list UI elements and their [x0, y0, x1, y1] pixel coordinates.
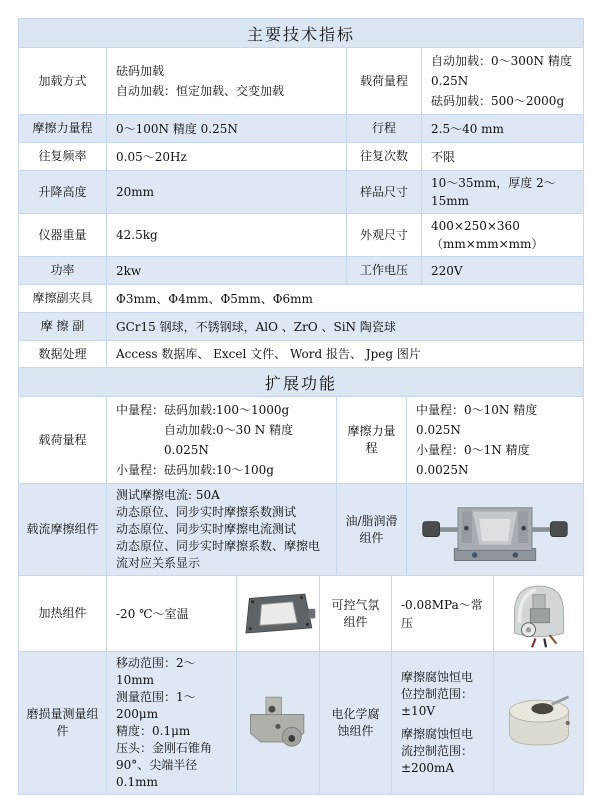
technical-spec-table — [18, 18, 584, 795]
spec-value: 220V — [421, 257, 583, 284]
spec-label: 仪器重量 — [38, 227, 87, 242]
value-line: 自动加载:0～30 N 精度 0.025N — [164, 423, 294, 457]
spec-label: 升降高度 — [38, 184, 87, 199]
value-line: 砝码加载 — [116, 64, 165, 78]
section1-title: 主要技术指标 — [246, 24, 355, 44]
ext-row-heating — [19, 575, 583, 651]
spec-label: 行程 — [346, 115, 421, 142]
spec-value: 0～100N 精度 0.25N — [106, 115, 346, 142]
spec-value: 2.5～40 mm — [421, 115, 583, 142]
spec-label: 样品尺寸 — [346, 171, 421, 213]
spec-row-weight — [19, 213, 583, 256]
value-line: 精度：0.1μm — [116, 724, 191, 738]
spec-label: 功率 — [50, 263, 75, 277]
spec-label: 载荷量程 — [38, 432, 87, 447]
value-line: 小量程：砝码加载:10～100g — [116, 463, 274, 477]
spec-value: 42.5kg — [106, 214, 346, 256]
value-line: 压头：金刚石锥角 90°、尖端半径 0.1mm — [116, 741, 213, 789]
spec-value — [106, 484, 336, 575]
spec-row-loading-mode — [19, 47, 583, 114]
spec-value: 10～35mm，厚度 2～15mm — [421, 171, 583, 213]
ext-row-load-range — [19, 396, 583, 483]
value-line: 中量程：0～10N 精度 0.025N — [416, 403, 538, 437]
section1-header-row — [19, 19, 583, 47]
section2-header-row — [19, 367, 583, 396]
spec-label: 电化学腐蚀组件 — [319, 652, 391, 794]
spec-value: 400×250×360（mm×mm×mm） — [421, 214, 583, 256]
spec-label: 外观尺寸 — [346, 214, 421, 256]
oil-grease-vise-photo — [406, 484, 583, 575]
spec-label: 摩擦力量程 — [32, 121, 93, 135]
spec-row-friction-pair — [19, 312, 583, 340]
value-line: 测量范围：1～200μm — [116, 690, 196, 721]
spec-value: -20 ℃～室温 — [106, 576, 236, 651]
spec-row-lift-height — [19, 170, 583, 213]
spec-label: 摩 擦 副 — [40, 319, 85, 333]
value-line: 自动加载：恒定加载、交变加载 — [116, 84, 285, 98]
spec-label: 往复频率 — [38, 149, 87, 163]
wear-measurement-probe-photo — [236, 652, 319, 794]
value-line: 中量程：砝码加载:100～1000g — [116, 403, 290, 417]
spec-label: 可控气氛组件 — [319, 576, 391, 651]
spec-label: 磨损量测量组件 — [26, 707, 99, 738]
dome-illustration — [503, 579, 575, 649]
spec-value — [421, 48, 583, 114]
value-line: 小量程：0～1N 精度 0.0025N — [416, 443, 530, 477]
spec-value — [106, 48, 346, 114]
cell-illustration — [501, 692, 577, 754]
spec-row-friction-range — [19, 114, 583, 142]
spec-value: 不限 — [421, 143, 583, 170]
spec-label: 摩擦力量程 — [336, 397, 406, 483]
spec-label: 数据处理 — [38, 346, 87, 361]
section2-title: 扩展功能 — [264, 373, 337, 393]
value-line: 砝码加载：500～2000g — [431, 94, 565, 108]
spec-value — [106, 652, 236, 794]
spec-value: 2kw — [106, 257, 346, 284]
spec-value: 20mm — [106, 171, 346, 213]
spec-label: 加热组件 — [38, 606, 87, 620]
spec-row-fixture — [19, 284, 583, 312]
spec-label: 载荷量程 — [346, 48, 421, 114]
spec-value: GCr15 钢球，不锈钢球，AlO 、ZrO 、SiN 陶瓷球 — [106, 313, 583, 340]
spec-label: 工作电压 — [346, 257, 421, 284]
probe-illustration — [243, 692, 313, 754]
ext-row-current-carrying — [19, 483, 583, 575]
heating-plate-photo — [236, 576, 319, 651]
spec-label: 往复次数 — [346, 143, 421, 170]
vise-illustration — [419, 493, 571, 567]
spec-row-data-processing — [19, 340, 583, 367]
value-line: 摩擦腐蚀恒电流控制范围：±200mA — [401, 727, 474, 775]
spec-value: 0.05～20Hz — [106, 143, 346, 170]
heating-plate-illustration — [239, 585, 317, 643]
electrochemical-cell-photo — [493, 652, 583, 794]
spec-value — [406, 397, 583, 483]
value-line: 动态原位、同步实时摩擦系数、摩擦电流对应关系显示 — [116, 539, 321, 570]
spec-label: 油/脂润滑组件 — [336, 484, 406, 575]
spec-label: 摩擦副夹具 — [32, 291, 93, 305]
spec-value: Access 数据库、 Excel 文件、 Word 报告、 Jpeg 图片 — [106, 341, 583, 367]
vacuum-atmosphere-dome-photo — [493, 576, 583, 651]
value-line: 动态原位、同步实时摩擦电流测试 — [116, 522, 297, 536]
value-line: 移动范围：2～10mm — [116, 656, 196, 687]
spec-row-power — [19, 256, 583, 284]
spec-value — [391, 652, 493, 794]
spec-label: 载流摩擦组件 — [26, 522, 99, 536]
spec-row-frequency — [19, 142, 583, 170]
spec-value: Φ3mm、Φ4mm、Φ5mm、Φ6mm — [106, 285, 583, 312]
ext-row-wear-measurement — [19, 651, 583, 794]
value-line: 自动加载：0～300N 精度 0.25N — [431, 54, 572, 88]
value-line: 动态原位、同步实时摩擦系数测试 — [116, 505, 297, 519]
value-line: 测试摩擦电流: 50A — [116, 488, 220, 502]
spec-label: 加载方式 — [38, 73, 87, 88]
spec-value: -0.08MPa～常压 — [391, 576, 493, 651]
value-line: 摩擦腐蚀恒电位控制范围：±10V — [401, 670, 474, 718]
spec-value — [106, 397, 336, 483]
